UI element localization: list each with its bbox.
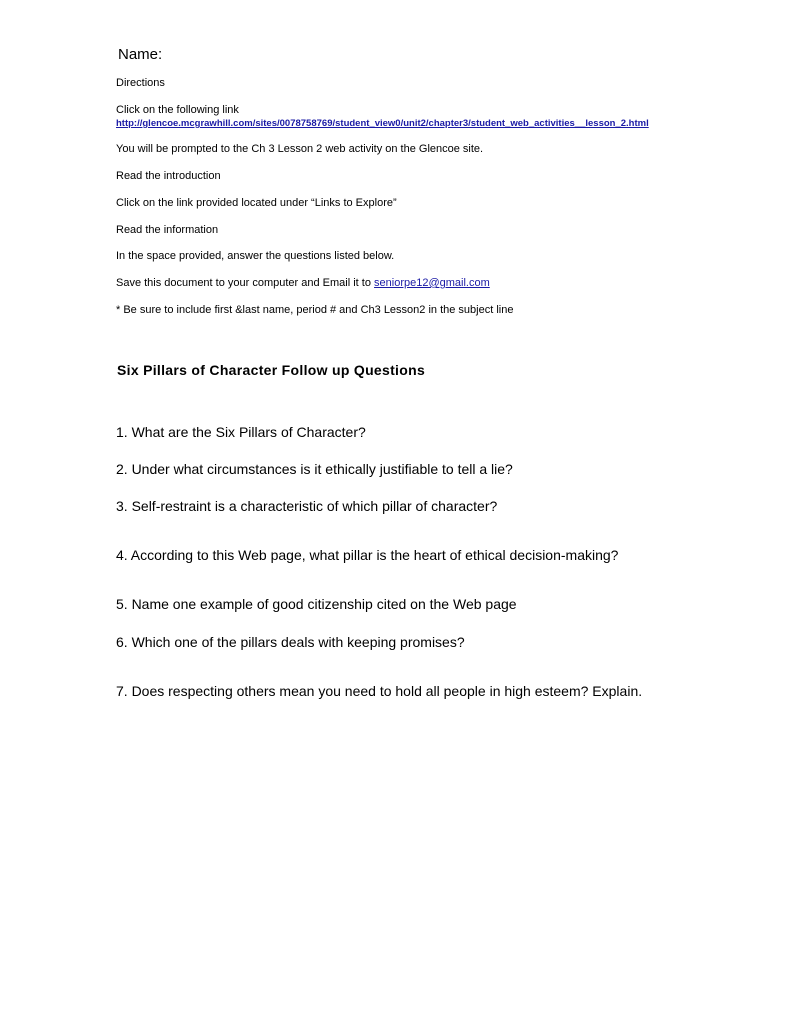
read-information-instruction: Read the information: [116, 224, 219, 236]
directions-title: Directions: [116, 77, 165, 89]
question-2: 2. Under what circumstances is it ethically justifiable to tell a lie?: [116, 461, 513, 477]
links-to-explore-instruction: Click on the link provided located under “Links to Explore”: [116, 197, 397, 209]
question-7: 7. Does respecting others mean you need to hold all people in high esteem? Explain.: [116, 683, 643, 699]
save-email-instruction: [116, 277, 490, 289]
read-introduction-instruction: Read the introduction: [116, 170, 221, 182]
space-provided-instruction: In the space provided, answer the questions listed below.: [116, 250, 395, 262]
click-link-instruction: Click on the following link: [116, 104, 239, 116]
question-6: 6. Which one of the pillars deals with keeping promises?: [116, 634, 465, 650]
name-label: Name:: [118, 46, 163, 63]
question-4: 4. According to this Web page, what pillar is the heart of ethical decision-making?: [116, 547, 619, 563]
glencoe-activity-link[interactable]: http://glencoe.mcgrawhill.com/sites/0078758769/student_view0/unit2/chapter3/student_web_activities__lesson_2.html: [116, 118, 649, 129]
subject-line-note: * Be sure to include first &last name, period # and Ch3 Lesson2 in the subject line: [116, 304, 514, 316]
prompted-instruction: You will be prompted to the Ch 3 Lesson 2 web activity on the Glencoe site.: [116, 143, 484, 155]
question-1: 1. What are the Six Pillars of Character?: [116, 424, 366, 440]
email-link[interactable]: seniorpe12@gmail.com: [374, 277, 490, 289]
save-email-prefix: Save this document to your computer and Email it to: [116, 277, 375, 289]
question-3: 3. Self-restraint is a characteristic of which pillar of character?: [116, 498, 498, 514]
section-heading: Six Pillars of Character Follow up Questions: [117, 362, 426, 378]
question-5: 5. Name one example of good citizenship cited on the Web page: [116, 596, 517, 612]
